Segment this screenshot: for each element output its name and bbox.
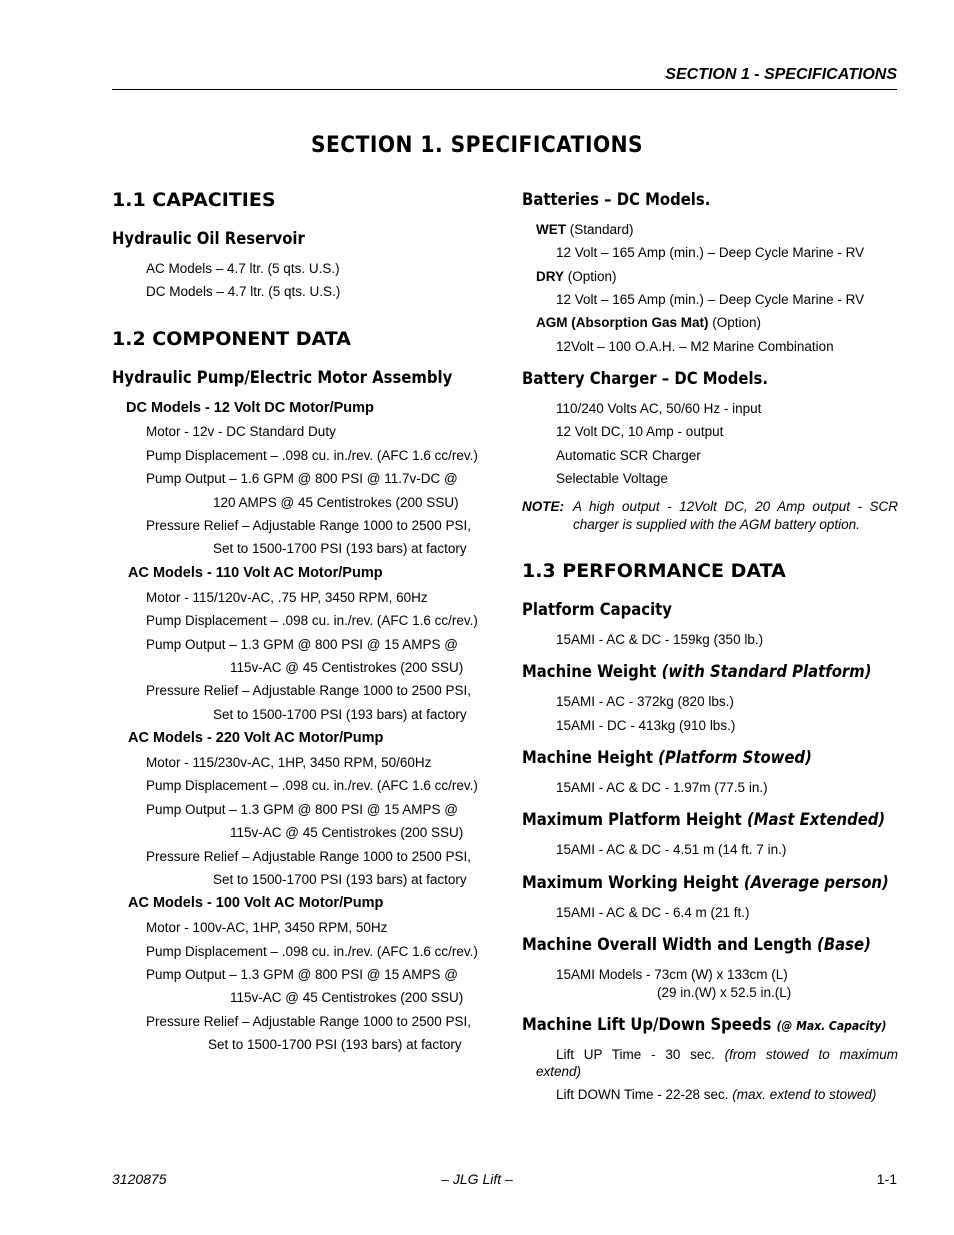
spec-line: Pump Displacement – .098 cu. in./rev. (AFC 1.6 cc/rev.)	[146, 613, 478, 628]
perf-line: 15AMI - AC & DC - 159kg (350 lb.)	[556, 632, 764, 647]
publisher: – JLG Lift –	[441, 1171, 513, 1187]
perf-line: 15AMI - AC & DC - 4.51 m (14 ft. 7 in.)	[556, 842, 787, 857]
heading-qualifier: (Platform Stowed)	[658, 748, 812, 767]
ac100-title: AC Models - 100 Volt AC Motor/Pump	[128, 895, 384, 911]
battery-line: 12 Volt – 165 Amp (min.) – Deep Cycle Marine - RV	[556, 245, 865, 260]
lift-up-qualifier: extend)	[536, 1064, 582, 1079]
machine-weight-heading	[522, 662, 872, 681]
heading-text: Machine Height	[522, 748, 659, 767]
capacity-line: AC Models – 4.7 ltr. (5 qts. U.S.)	[146, 261, 340, 276]
heading-text: Machine Overall Width and Length	[522, 935, 818, 954]
overall-size-heading	[522, 935, 871, 954]
lift-down-line	[556, 1087, 876, 1102]
pump-heading: Hydraulic Pump/Electric Motor Assembly	[112, 368, 453, 387]
note-label: NOTE:	[522, 499, 564, 514]
spec-line: Pressure Relief – Adjustable Range 1000 to 2500 PSI,	[146, 1014, 471, 1029]
spec-line: 120 AMPS @ 45 Centistrokes (200 SSU)	[213, 495, 459, 510]
dry-label: DRY	[536, 269, 565, 284]
ac110-title: AC Models - 110 Volt AC Motor/Pump	[128, 565, 383, 581]
battery-type	[536, 269, 617, 284]
heading-text: Maximum Working Height	[522, 873, 744, 892]
charger-line: Automatic SCR Charger	[556, 448, 701, 463]
charger-line: 12 Volt DC, 10 Amp - output	[556, 424, 724, 439]
header-rule	[112, 89, 897, 90]
spec-line: Motor - 115/120v-AC, .75 HP, 3450 RPM, 60Hz	[146, 590, 428, 605]
charger-line: 110/240 Volts AC, 50/60 Hz - input	[556, 401, 762, 416]
lift-up-line	[556, 1047, 898, 1062]
heading-text: Maximum Platform Height	[522, 810, 747, 829]
spec-line: Pump Output – 1.3 GPM @ 800 PSI @ 15 AMPS @	[146, 967, 459, 982]
heading-text: Machine Weight	[522, 662, 662, 681]
battery-line: 12 Volt – 165 Amp (min.) – Deep Cycle Marine - RV	[556, 292, 865, 307]
platform-capacity-heading: Platform Capacity	[522, 600, 672, 619]
charger-heading: Battery Charger – DC Models.	[522, 369, 769, 388]
charger-line: Selectable Voltage	[556, 471, 668, 486]
spec-line: Pump Displacement – .098 cu. in./rev. (AFC 1.6 cc/rev.)	[146, 944, 478, 959]
lift-up-continuation	[536, 1064, 581, 1079]
doc-number: 3120875	[112, 1171, 167, 1187]
capacity-line: DC Models – 4.7 ltr. (5 qts. U.S.)	[146, 284, 341, 299]
spec-line: Pump Output – 1.3 GPM @ 800 PSI @ 15 AMPS @	[146, 802, 459, 817]
spec-line: Pump Displacement – .098 cu. in./rev. (AFC 1.6 cc/rev.)	[146, 448, 478, 463]
spec-line: Pump Output – 1.3 GPM @ 800 PSI @ 15 AMPS @	[146, 637, 459, 652]
machine-height-heading	[522, 748, 812, 767]
agm-suffix: (Option)	[708, 315, 762, 330]
component-heading: 1.2 COMPONENT DATA	[112, 328, 351, 350]
perf-line: (29 in.(W) x 52.5 in.(L)	[657, 985, 792, 1000]
battery-type	[536, 315, 761, 330]
note-text: A high output - 12Volt DC, 20 Amp output - SCR	[573, 499, 898, 514]
perf-line: 15AMI - AC - 372kg (820 lbs.)	[556, 694, 734, 709]
dry-suffix: (Option)	[564, 269, 617, 284]
spec-line: 115v-AC @ 45 Centistrokes (200 SSU)	[230, 825, 464, 840]
spec-line: Motor - 12v - DC Standard Duty	[146, 424, 336, 439]
wet-suffix: (Standard)	[566, 222, 634, 237]
performance-heading: 1.3 PERFORMANCE DATA	[522, 560, 786, 582]
spec-line: Pump Output – 1.6 GPM @ 800 PSI @ 11.7v-DC @	[146, 471, 458, 486]
running-header: SECTION 1 - SPECIFICATIONS	[665, 66, 897, 83]
spec-line: Set to 1500-1700 PSI (193 bars) at factory	[213, 872, 467, 887]
spec-line: Pump Displacement – .098 cu. in./rev. (AFC 1.6 cc/rev.)	[146, 778, 478, 793]
perf-line: 15AMI Models - 73cm (W) x 133cm (L)	[556, 967, 788, 982]
lift-up-qualifier: (from stowed to maximum	[724, 1047, 898, 1062]
heading-qualifier: (Base)	[817, 935, 871, 954]
spec-line: Pressure Relief – Adjustable Range 1000 to 2500 PSI,	[146, 683, 471, 698]
spec-line: Pressure Relief – Adjustable Range 1000 to 2500 PSI,	[146, 518, 471, 533]
max-platform-heading	[522, 810, 885, 829]
spec-line: Pressure Relief – Adjustable Range 1000 to 2500 PSI,	[146, 849, 471, 864]
note-text: charger is supplied with the AGM battery option.	[573, 517, 860, 532]
spec-line: 115v-AC @ 45 Centistrokes (200 SSU)	[230, 660, 464, 675]
spec-line: Motor - 115/230v-AC, 1HP, 3450 RPM, 50/60Hz	[146, 755, 432, 770]
spec-line: Set to 1500-1700 PSI (193 bars) at factory	[208, 1037, 462, 1052]
spec-line: 115v-AC @ 45 Centistrokes (200 SSU)	[230, 990, 464, 1005]
battery-line: 12Volt – 100 O.A.H. – M2 Marine Combination	[556, 339, 834, 354]
heading-text: Machine Lift Up/Down Speeds	[522, 1015, 777, 1034]
wet-label: WET	[536, 222, 566, 237]
lift-down-text: Lift DOWN Time - 22-28 sec.	[556, 1087, 733, 1102]
ac220-title: AC Models - 220 Volt AC Motor/Pump	[128, 730, 384, 746]
heading-qualifier: (@ Max. Capacity)	[776, 1019, 887, 1033]
spec-line: Set to 1500-1700 PSI (193 bars) at factory	[213, 541, 467, 556]
max-working-heading	[522, 873, 889, 892]
perf-line: 15AMI - AC & DC - 1.97m (77.5 in.)	[556, 780, 768, 795]
heading-qualifier: (Mast Extended)	[746, 810, 886, 829]
agm-label: AGM (Absorption Gas Mat)	[536, 315, 709, 330]
dc12-title: DC Models - 12 Volt DC Motor/Pump	[126, 400, 374, 416]
page-title: SECTION 1. SPECIFICATIONS	[310, 133, 644, 158]
page-number: 1-1	[876, 1171, 897, 1187]
spec-line: Motor - 100v-AC, 1HP, 3450 RPM, 50Hz	[146, 920, 388, 935]
lift-up-text: Lift UP Time - 30 sec.	[556, 1047, 725, 1062]
perf-line: 15AMI - DC - 413kg (910 lbs.)	[556, 718, 736, 733]
heading-qualifier: (Average person)	[743, 873, 889, 892]
batteries-heading: Batteries – DC Models.	[522, 190, 711, 209]
perf-line: 15AMI - AC & DC - 6.4 m (21 ft.)	[556, 905, 750, 920]
reservoir-heading: Hydraulic Oil Reservoir	[112, 229, 305, 248]
heading-qualifier: (with Standard Platform)	[661, 662, 872, 681]
battery-type	[536, 222, 634, 237]
capacities-heading: 1.1 CAPACITIES	[112, 189, 276, 211]
lift-down-qualifier: (max. extend to stowed)	[732, 1087, 877, 1102]
spec-line: Set to 1500-1700 PSI (193 bars) at factory	[213, 707, 467, 722]
lift-speeds-heading	[522, 1015, 886, 1034]
